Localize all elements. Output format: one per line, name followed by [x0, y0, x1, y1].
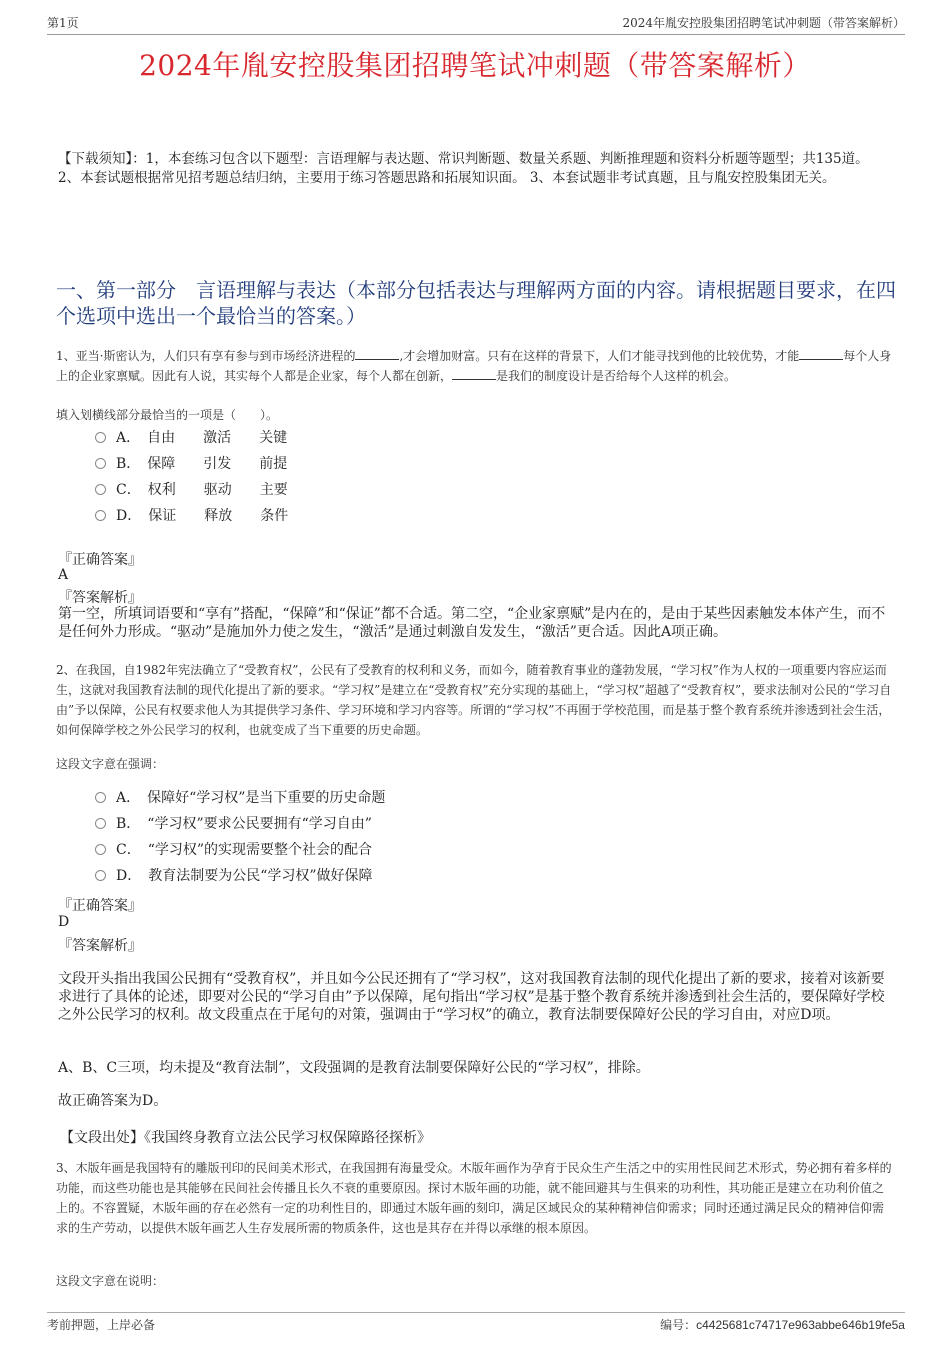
question-3-prompt: 这段文字意在说明：: [56, 1274, 165, 1288]
question-3-text: 3、木版年画是我国特有的雕版刊印的民间美术形式，在我国拥有海量受众。木版年画作为孕育于民众生产生活之中的实用性民间艺术形式，势必拥有着多样的功能，而这些功能也是其能够在民间社会传播且长久不衰的重要原因。探讨木版年画的功能，就不能回避其与生俱来的功利性，其功能正是建立在功利价值之上的。不容置疑，木版年画的存在必然有一定的功利性目的，即通过木版年画的刻印，满足区域民众的某种精神信仰需求；同时还通过满足民众的精神信仰需求的生产劳动，以提供木版年画艺人生存发展所需的物质条件，这也是其存在并得以承继的根本原因。: [56, 1161, 892, 1235]
radio-icon[interactable]: [95, 484, 106, 495]
q2-option-b[interactable]: B． “学习权”要求公民要拥有“学习自由”: [95, 813, 372, 835]
page-header: [47, 14, 905, 35]
q1-analysis: 第一空，所填词语要和“享有”搭配，“保障”和“保证”都不合适。第二空，“企业家禀赋”是内在的，是由于某些因素触发本体产生，而不是任何外力形成。“驱动”是施加外力使之发生，“激活”是通过刺激自发发生，“激活”更合适。因此A项正确。: [58, 606, 886, 640]
question-2-text: 2、在我国，自1982年宪法确立了“受教育权”，公民有了受教育的权利和义务，而如今，随着教育事业的蓬勃发展，“学习权”作为人权的一项重要内容应运而生，这就对我国教育法制的现代化提出了新的要求。“学习权”是建立在“受教育权”充分实现的基础上，“学习权”超越了“受教育权”，要求法制对公民的“学习自由”予以保障，公民有权要求他人为其提供学习条件、学习环境和学习内容等。所谓的“学习权”不再囿于学校范围，而是基于整个教育系统并渗透到社会生活，如何保障学校之外公民学习的权利，也就变成了当下重要的历史命题。: [56, 663, 892, 737]
q2-analysis-3: 故正确答案为D。: [58, 1093, 168, 1109]
q1-option-a[interactable]: A． 自由 激活 关键: [95, 427, 287, 449]
header-doc-title: 2024年胤安控股集团招聘笔试冲刺题（带答案解析）: [622, 16, 905, 30]
page-footer: [47, 1312, 905, 1334]
question-2-prompt: 这段文字意在强调：: [56, 757, 165, 771]
q1-answer: A: [58, 567, 69, 583]
footer-doc-id: 编号：c4425681c74717e963abbe646b19fe5a: [660, 1318, 905, 1332]
footer-slogan: 考前押题，上岸必备: [47, 1318, 156, 1332]
blank-line: [355, 347, 399, 360]
q2-option-a[interactable]: A． 保障好“学习权”是当下重要的历史命题: [95, 787, 385, 809]
question-1-text: 1、亚当·斯密认为，人们只有享有参与到市场经济进程的 ,才会增加财富。只有在这样的背景下，人们才能寻找到他的比较优势，才能 每个人身上的企业家禀赋。因此有人说，其实每个人都是企业家，每个人都在创新， 是我们的制度设计是否给每个人这样的机会。: [56, 349, 892, 383]
radio-icon[interactable]: [95, 458, 106, 469]
page-number: 第1页: [47, 16, 79, 30]
download-notice: 【下载须知】：1，本套练习包含以下题型：言语理解与表达题、常识判断题、数量关系题、判断推理题和资料分析题等题型；共135道。 2、本套试题根据常见招考题总结归纳，主要用于练习答题思路和拓展知识面。 3、本套试题非考试真题，且与胤安控股集团无关。: [58, 151, 869, 186]
radio-icon[interactable]: [95, 844, 106, 855]
blank-line: [799, 347, 843, 360]
radio-icon[interactable]: [95, 818, 106, 829]
radio-icon[interactable]: [95, 792, 106, 803]
q2-option-c[interactable]: C． “学习权”的实现需要整个社会的配合: [95, 839, 372, 861]
radio-icon[interactable]: [95, 870, 106, 881]
radio-icon[interactable]: [95, 432, 106, 443]
question-1-prompt: 填入划横线部分最恰当的一项是（ ）。: [56, 408, 279, 422]
q1-option-b[interactable]: B． 保障 引发 前提: [95, 453, 287, 475]
q2-answer: D: [58, 914, 70, 930]
q2-answer-label: 『正确答案』: [58, 898, 142, 914]
section-title: 一、第一部分 言语理解与表达（本部分包括表达与理解两方面的内容。请根据题目要求，在四个选项中选出一个最恰当的答案。）: [56, 278, 896, 328]
q1-option-c[interactable]: C． 权利 驱动 主要: [95, 479, 288, 501]
q1-analysis-label: 『答案解析』: [58, 590, 142, 606]
radio-icon[interactable]: [95, 510, 106, 521]
q1-answer-label: 『正确答案』: [58, 552, 142, 568]
q1-option-d[interactable]: D． 保证 释放 条件: [95, 505, 288, 527]
blank-line: [452, 367, 496, 380]
q2-analysis-2: A、B、C三项，均未提及“教育法制”，文段强调的是教育法制要保障好公民的“学习权”，排除。: [58, 1060, 650, 1076]
page-title: 2024年胤安控股集团招聘笔试冲刺题（带答案解析）: [139, 49, 811, 82]
q2-option-d[interactable]: D． 教育法制要为公民“学习权”做好保障: [95, 865, 373, 887]
q2-source: 【文段出处】《我国终身教育立法公民学习权保障路径探析》: [60, 1130, 431, 1146]
q2-analysis-label: 『答案解析』: [58, 938, 142, 954]
q2-analysis-1: 文段开头指出我国公民拥有“受教育权”，并且如今公民还拥有了“学习权”，这对我国教育法制的现代化提出了新的要求，接着对该新要求进行了具体的论述，即要对公民的“学习自由”予以保障，尾句指出“学习权”是基于整个教育系统并渗透到社会生活的，要保障好学校之外公民学习的权利。故文段重点在于尾句的对策，强调由于“学习权”的确立，教育法制要保障好公民的学习自由，对应D项。: [58, 971, 885, 1023]
